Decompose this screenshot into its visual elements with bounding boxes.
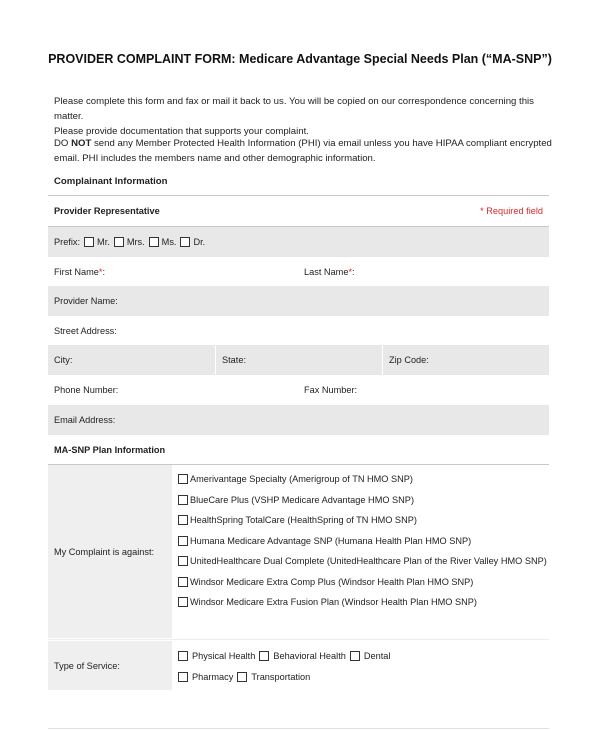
plan-label: BlueCare Plus (VSHP Medicare Advantage HMO SNP) [190, 494, 414, 505]
email-address-field[interactable] [48, 405, 549, 435]
provider-representative-header [48, 196, 549, 226]
prefix-mr-checkbox[interactable] [84, 237, 94, 247]
service-option [348, 651, 391, 661]
service-option [176, 672, 233, 682]
type-of-service-label-cell [48, 641, 172, 690]
plan-label: Windsor Medicare Extra Fusion Plan (Windsor Health Plan HMO SNP) [190, 597, 477, 608]
plan-label: HealthSpring TotalCare (HealthSpring of TN HMO SNP) [190, 515, 417, 526]
prefix-dr-label: Dr. [193, 237, 206, 247]
phi-warning-line-2: email. PHI includes the members name and other demographic information. [54, 153, 376, 164]
service-checkbox-list [176, 646, 392, 687]
transportation-checkbox[interactable] [237, 672, 247, 682]
service-option [176, 651, 255, 661]
phone-number-label: Phone Number: [54, 385, 119, 395]
first-name-field[interactable] [48, 257, 298, 286]
plan-checkbox[interactable] [178, 495, 188, 505]
plan-option [176, 551, 547, 572]
first-name-label: First Name [54, 266, 99, 277]
type-of-service-label: Type of Service: [54, 660, 120, 671]
service-label: Transportation [251, 671, 311, 682]
plan-checkbox[interactable] [178, 597, 188, 607]
warning-not-emphasis: NOT [71, 138, 92, 149]
plan-label: UnitedHealthcare Dual Complete (UnitedHealthcare Plan of the River Valley HMO SNP) [190, 556, 547, 567]
provider-name-label: Provider Name: [54, 296, 118, 306]
prefix-dr-checkbox[interactable] [180, 237, 190, 247]
plan-option [176, 510, 547, 531]
email-address-label: Email Address: [54, 415, 116, 425]
provider-representative-title: Provider Representative [54, 206, 160, 216]
plan-checkbox[interactable] [178, 536, 188, 546]
fax-number-label: Fax Number: [304, 385, 358, 395]
complainant-section-title: Complainant Information [54, 176, 168, 187]
state-label: State: [222, 355, 247, 365]
divider [48, 728, 549, 729]
service-label: Pharmacy [192, 671, 234, 682]
divider [48, 639, 549, 640]
name-row [48, 257, 549, 286]
email-row [48, 405, 549, 435]
phi-warning-paragraph [54, 136, 554, 166]
service-label: Physical Health [192, 651, 256, 662]
intro-line-1: Please complete this form and fax or mail it back to us. You will be copied on our correspondence concerning this matter. [54, 96, 534, 122]
warning-line-1-rest: send any Member Protected Health Information (PHI) via email unless you have HIPAA compliant encrypted [91, 138, 552, 149]
prefix-ms-label: Ms. [161, 237, 177, 247]
zip-code-label: Zip Code: [389, 355, 429, 365]
prefix-mrs-checkbox[interactable] [114, 237, 124, 247]
phone-number-field[interactable] [48, 375, 298, 405]
plan-checkbox-list [176, 469, 547, 613]
plan-checkbox[interactable] [178, 474, 188, 484]
physical-health-checkbox[interactable] [178, 651, 188, 661]
street-address-row [48, 316, 549, 345]
form-title: PROVIDER COMPLAINT FORM: Medicare Advantage Special Needs Plan (“MA-SNP”) [48, 52, 552, 66]
city-state-zip-row [48, 345, 549, 375]
service-row-1 [176, 646, 392, 667]
required-marker: * [348, 266, 353, 277]
prefix-label: Prefix: [54, 237, 81, 247]
service-option [257, 651, 346, 661]
plan-option [176, 490, 547, 511]
plan-option [176, 531, 547, 552]
prefix-mrs-label: Mrs. [126, 237, 145, 247]
plan-checkbox[interactable] [178, 556, 188, 566]
plan-option [176, 592, 547, 613]
street-address-label: Street Address: [54, 325, 117, 336]
fax-number-field[interactable] [298, 375, 549, 405]
last-name-label: Last Name [304, 266, 349, 277]
complaint-against-label: My Complaint is against: [54, 546, 155, 557]
intro-paragraph [54, 94, 554, 139]
service-row-2 [176, 667, 392, 688]
plan-checkbox[interactable] [178, 515, 188, 525]
service-label: Behavioral Health [273, 651, 346, 662]
plan-option [176, 572, 547, 593]
colon: : [102, 266, 106, 277]
pharmacy-checkbox[interactable] [178, 672, 188, 682]
plan-option [176, 469, 547, 490]
phone-fax-row [48, 375, 549, 405]
street-address-field[interactable] [48, 316, 549, 345]
intro-line-2: Please provide documentation that supports your complaint. [54, 126, 309, 137]
zip-code-field[interactable] [382, 345, 549, 375]
state-field[interactable] [215, 345, 382, 375]
plan-info-header [48, 435, 549, 464]
colon: : [352, 266, 355, 277]
plan-checkbox[interactable] [178, 577, 188, 587]
last-name-field[interactable] [298, 257, 549, 286]
plan-label: Windsor Medicare Extra Comp Plus (Windsor Health Plan HMO SNP) [190, 576, 474, 587]
plan-info-section-title: MA-SNP Plan Information [54, 444, 166, 455]
required-field-note: * Required field [480, 206, 543, 216]
phi-warning-line-1 [54, 136, 554, 151]
prefix-mr-label: Mr. [97, 237, 110, 247]
service-label: Dental [363, 651, 391, 662]
prefix-ms-checkbox[interactable] [149, 237, 159, 247]
prefix-group [48, 227, 205, 257]
provider-name-row [48, 286, 549, 316]
behavioral-health-checkbox[interactable] [259, 651, 269, 661]
warning-prefix: DO [54, 138, 72, 149]
service-option [235, 672, 310, 682]
required-marker: * [98, 266, 103, 277]
dental-checkbox[interactable] [350, 651, 360, 661]
plan-label: Amerivantage Specialty (Amerigroup of TN HMO SNP) [190, 474, 413, 485]
city-label: City: [54, 355, 73, 365]
provider-name-field[interactable] [48, 286, 549, 316]
city-field[interactable] [48, 345, 215, 375]
complaint-against-label-cell [48, 465, 172, 638]
prefix-row [48, 227, 549, 257]
plan-label: Humana Medicare Advantage SNP (Humana Health Plan HMO SNP) [190, 535, 472, 546]
